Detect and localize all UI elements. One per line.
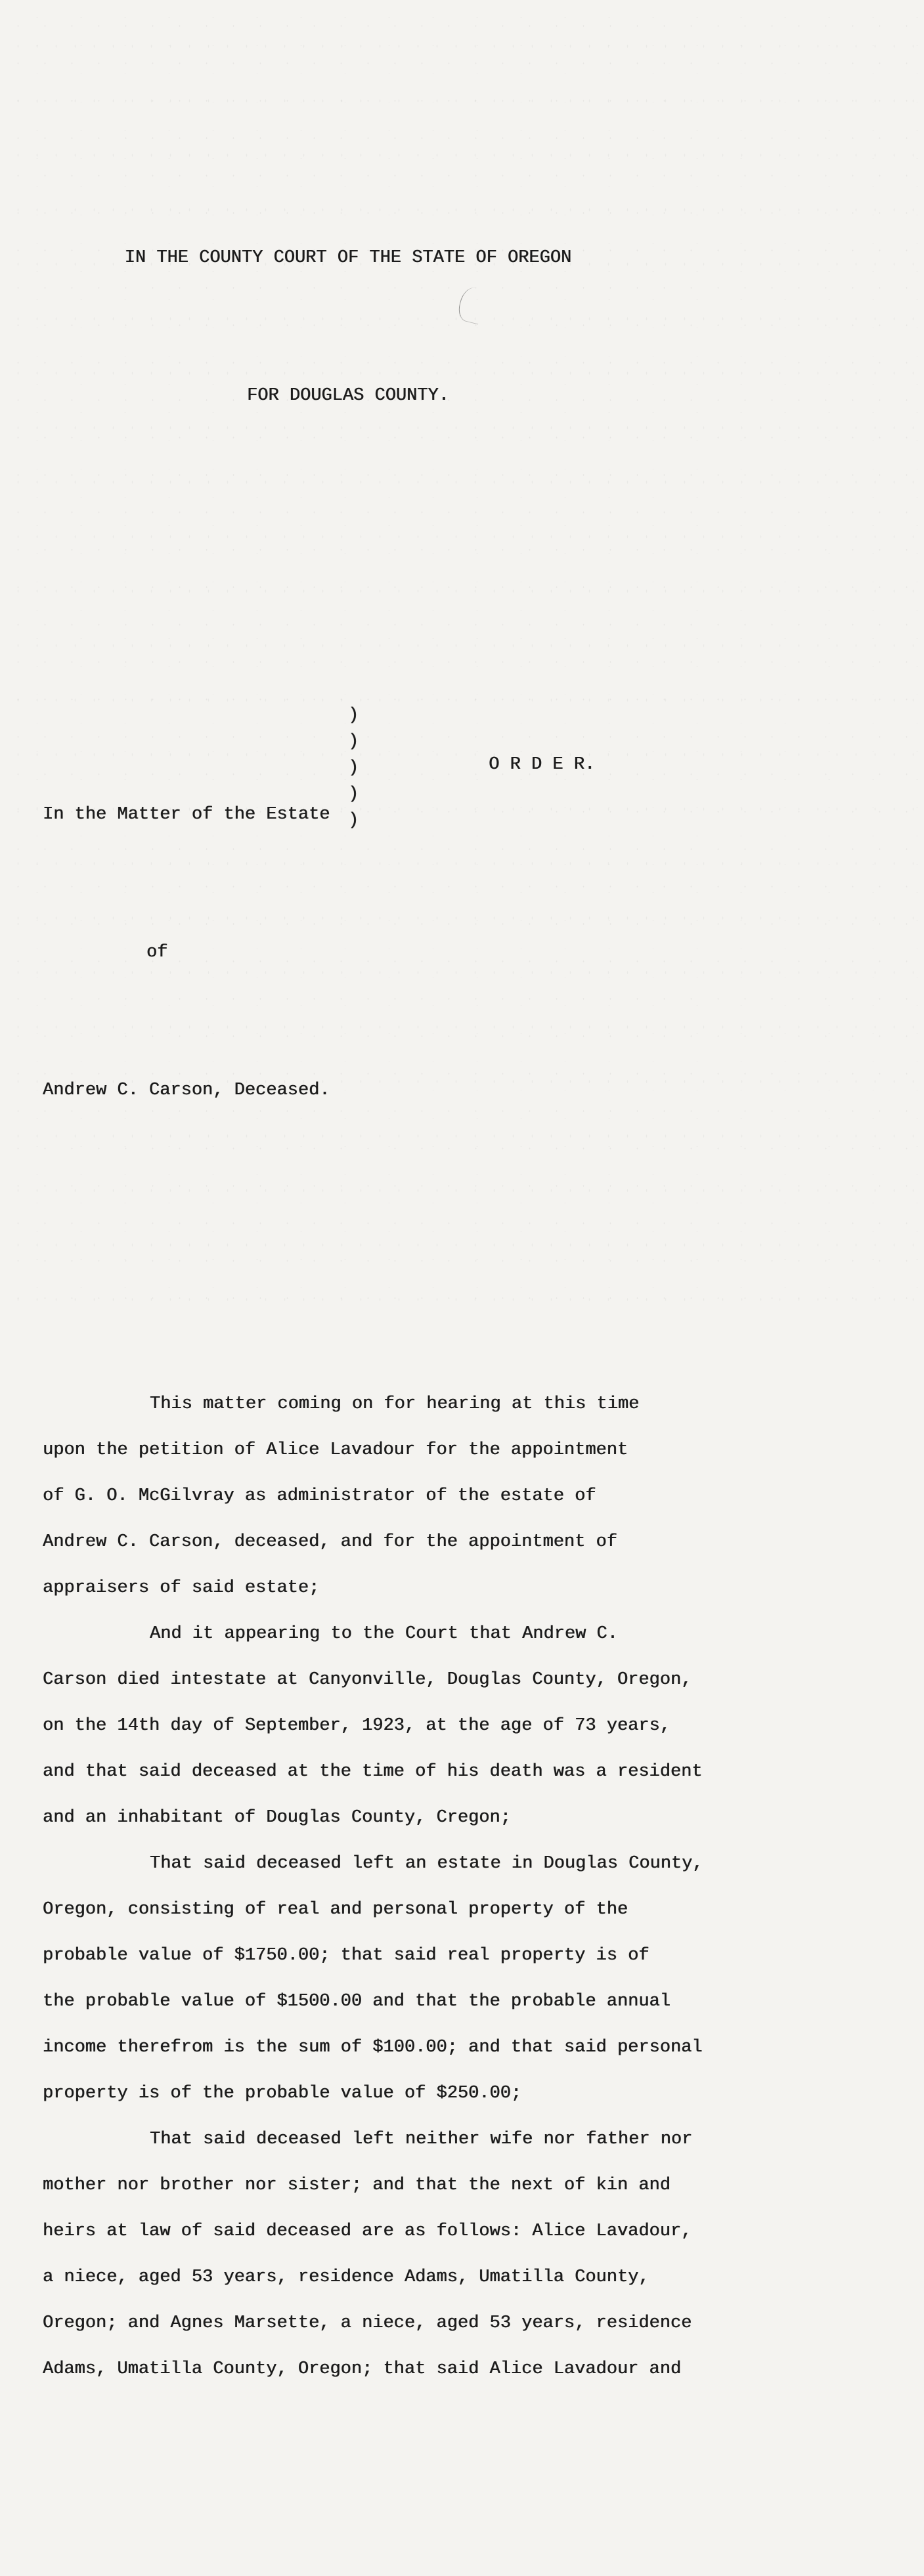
court-header — [43, 143, 653, 511]
document-line: Oregon, consisting of real and personal property of the — [43, 1900, 628, 1920]
caption-brace-column — [348, 700, 359, 832]
court-header-line-2: FOR DOUGLAS COUNTY. — [247, 386, 449, 406]
order-title: O R D E R. — [489, 755, 596, 775]
document-line: Adams, Umatilla County, Oregon; that said Alice Lavadour and — [43, 2359, 682, 2379]
caption-paren: ) — [348, 758, 359, 778]
document-line: appraisers of said estate; — [43, 1578, 320, 1598]
document-line: on the 14th day of September, 1923, at the age of 73 years, — [43, 1716, 671, 1736]
document-line: probable value of $1750.00; that said real property is of — [43, 1946, 649, 1965]
caption-of-line: of — [146, 943, 168, 962]
document-line: That said deceased left neither wife nor father nor — [150, 2130, 693, 2149]
caption-paren: ) — [348, 706, 359, 725]
document-line: income therefrom is the sum of $100.00; and that said personal — [43, 2038, 703, 2057]
document-line: That said deceased left an estate in Douglas County, — [150, 1854, 703, 1874]
caption-deceased-line: Andrew C. Carson, Deceased. — [43, 1081, 330, 1100]
document-line: and that said deceased at the time of his death was a resident — [43, 1762, 703, 1782]
document-line: the probable value of $1500.00 and that the probable annual — [43, 1992, 671, 2011]
caption-estate-line: In the Matter of the Estate — [43, 805, 330, 825]
caption-paren: ) — [348, 811, 359, 830]
document-line: a niece, aged 53 years, residence Adams, Umatilla County, — [43, 2267, 649, 2287]
document-line: property is of the probable value of $250.00; — [43, 2084, 522, 2103]
document-body — [43, 1381, 765, 2392]
document-line: Oregon; and Agnes Marsette, a niece, aged 53 years, residence — [43, 2313, 692, 2333]
case-caption — [43, 700, 924, 1205]
court-header-line-1: IN THE COUNTY COURT OF THE STATE OF OREGON — [124, 248, 572, 268]
document-line: Andrew C. Carson, deceased, and for the appointment of — [43, 1532, 617, 1552]
caption-paren: ) — [348, 784, 359, 804]
document-line: upon the petition of Alice Lavadour for the appointment — [43, 1440, 628, 1460]
caption-paren: ) — [348, 732, 359, 752]
document-line: mother nor brother nor sister; and that the next of kin and — [43, 2176, 671, 2195]
document-line: heirs at law of said deceased are as follows: Alice Lavadour, — [43, 2222, 692, 2241]
document-line: of G. O. McGilvray as administrator of the estate of — [43, 1486, 596, 1506]
document-line: and an inhabitant of Douglas County, Cregon; — [43, 1808, 511, 1828]
document-line: And it appearing to the Court that Andrew C. — [150, 1624, 618, 1644]
document-line: Carson died intestate at Canyonville, Douglas County, Oregon, — [43, 1670, 692, 1690]
document-line: This matter coming on for hearing at this time — [150, 1394, 640, 1414]
caption-party-block — [43, 700, 348, 1205]
